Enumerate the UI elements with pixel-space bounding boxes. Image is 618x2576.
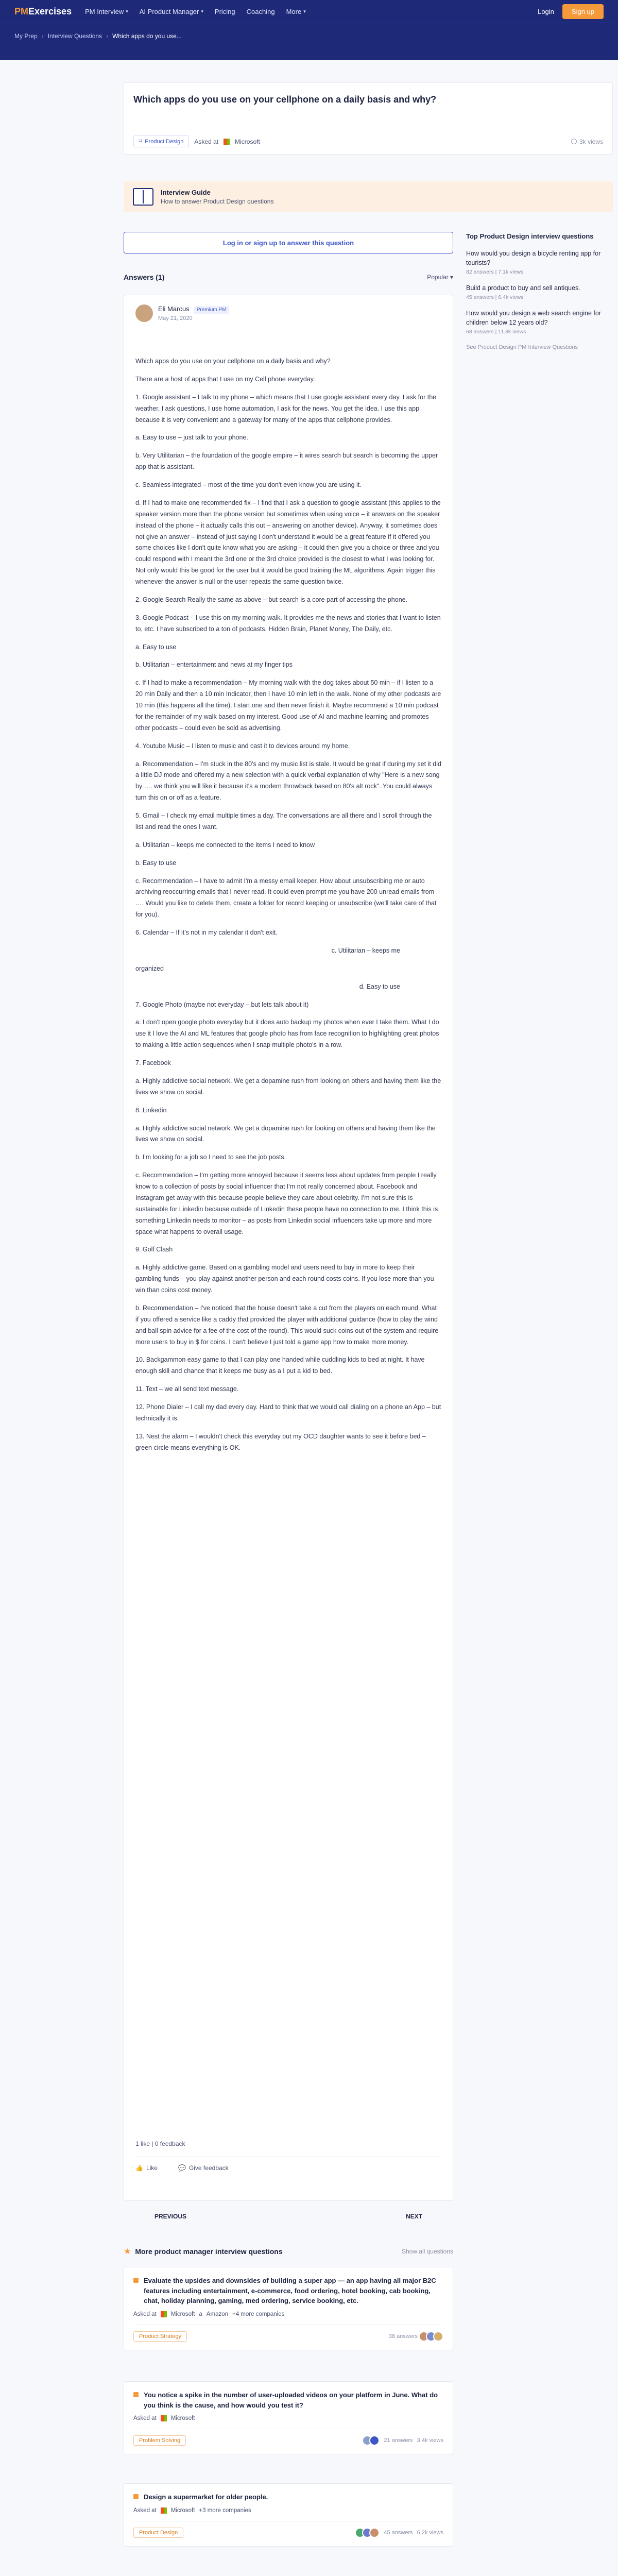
question-card (124, 82, 613, 155)
answer-paragraph: a. I don't open google photo everyday but it does auto backup my photos when ever I take them. What I do use it I love the AI and ML features that google photo has from face recognition to highlighting great photos to making a little action sequences when I snap multiple photo's in a row. (135, 1019, 439, 1049)
company-name[interactable]: Microsoft (235, 138, 260, 145)
like-button[interactable]: 👍 Like (135, 2164, 158, 2172)
question-card-title[interactable]: Evaluate the upsides and downsides of building a super app — an app having all major B2C features including entertainment, e-commerce, food ordering, hotel booking, cab booking, chat, holiday planning, gaming, med ordering, service booking, etc. (144, 2277, 436, 2304)
question-card-footer (133, 2521, 443, 2538)
pagination (124, 2213, 453, 2220)
asked-at-label: Asked at (194, 138, 219, 145)
question-card-footer (133, 2429, 443, 2446)
star-icon: ★ (124, 2247, 131, 2256)
category-tag[interactable]: Product Design (133, 2528, 183, 2538)
question-card[interactable] (124, 2267, 453, 2350)
show-all-link[interactable]: Show all questions (401, 2248, 453, 2255)
next-button[interactable]: NEXT (405, 2213, 422, 2220)
question-stats: 21 answers 3.4k views (365, 2435, 443, 2446)
question-card-footer (133, 2325, 443, 2342)
microsoft-logo-icon (161, 2415, 167, 2421)
answer-paragraph: 8. Linkedin (135, 1106, 167, 1114)
more-companies[interactable]: +3 more companies (199, 2507, 251, 2514)
breadcrumb-my-prep[interactable]: My Prep (14, 32, 38, 40)
answer-paragraph: 9. Golf Clash (135, 1246, 173, 1253)
answers-header (124, 273, 453, 281)
answer-paragraph: d. Easy to use (359, 982, 400, 990)
chevron-down-icon: ▾ (450, 274, 453, 281)
asked-at-label: Asked at (133, 2507, 157, 2514)
answer-paragraph: b. I'm looking for a job so I need to see the job posts. (135, 1154, 286, 1161)
answerer-avatars (365, 2435, 380, 2446)
login-to-answer-button[interactable]: Log in or sign up to answer this question (124, 232, 453, 253)
author-name[interactable]: Eli Marcus (158, 305, 190, 313)
asked-at-label: Asked at (133, 2415, 157, 2421)
answer-paragraph: 10. Backgammon easy game to that I can play one handed while cuddling kids to bed at night. It have enough skill and chance that it keeps me busy as a I put a kid to bed. (135, 1356, 425, 1375)
question-bullet-icon (133, 2392, 139, 2397)
answer-paragraph: Which apps do you use on your cellphone on a daily basis and why? (135, 358, 331, 365)
answerer-avatars (422, 2331, 443, 2342)
answer-paragraph: d. If I had to make one recommended fix – I find that I ask a question to google assistant (this applies to the speaker version more than the phone version but sometimes when using voice – it answers on the speaker instead of the phone – it actually calls this out – answering on another device). Anyway, it sometimes does not give an answer – instead of just saying I don't understand it would be a great feature if it offered you some choices like I don't quite know what you are asking – it could then give you a choice or three and you could respond with I meant the 3rd one or the 3rd choice provided is the closest to what I was looking for. Not only would this be good for the user but it would be good training the ML algorithms. Again trigger this whenever the answer is null or the user repeats the same question twice. (135, 499, 441, 585)
sidebar-question-meta: 45 answers | 6.4k views (466, 294, 524, 301)
answerer-avatars (358, 2528, 380, 2538)
top-nav (0, 0, 618, 23)
sidebar (466, 232, 613, 352)
answer-paragraph: a. Easy to use – just talk to your phone. (135, 434, 248, 442)
answer-paragraph: a. Highly addictive social network. We get a dopamine rush from looking on others and having them like the lives we show on social. (135, 1077, 441, 1096)
sidebar-question-title[interactable]: Build a product to buy and sell antiques. (466, 284, 580, 292)
nav-links (85, 8, 306, 15)
more-questions-heading: More product manager interview questions (135, 2247, 283, 2256)
amazon-logo-icon: a (199, 2311, 202, 2317)
answer-paragraph: a. Recommendation – I'm stuck in the 80's and my music list is stale. It would be great if during my set it did a little DJ mode and offered my a new selection with a quick verbal explanation of why "Here is a new song by …. we think you will like it because it's a modern throwback based on 80's alt rock". You could always turn this on or off as a feature. (135, 760, 441, 802)
answers-heading: Answers (1) (124, 273, 165, 281)
answer-paragraph: 1. Google assistant – I talk to my phone – which means that I use google assistant every day. I ask for the weather, I ask questions, I use home automation, I ask for the news. You get the idea. I use this app because it is very convenient and a gateway for many of the apps that cellphone provides. (135, 393, 437, 423)
nav-auth (538, 4, 604, 19)
more-companies[interactable]: +4 more companies (232, 2311, 285, 2317)
avatar[interactable] (135, 304, 153, 322)
answer-paragraph: b. Easy to use (135, 859, 177, 867)
nav-coaching[interactable]: Coaching (246, 7, 275, 15)
nav-pm-interview[interactable]: PM Interview ▾ (85, 7, 128, 15)
answer-body (135, 356, 441, 1454)
tag-icon: ⌗ (139, 138, 143, 144)
answer-card (124, 295, 453, 2201)
category-tag[interactable]: Product Strategy (133, 2331, 187, 2342)
answer-paragraph: a. Easy to use (135, 643, 177, 651)
sidebar-question-meta: 82 answers | 7.1k views (466, 269, 524, 276)
answer-date: May 21, 2020 (158, 315, 193, 321)
sidebar-question-meta: 68 answers | 11.8k views (466, 329, 526, 335)
sidebar-question-title[interactable]: How would you design a web search engine for children below 12 years old? (466, 310, 601, 327)
eye-icon (571, 139, 577, 144)
category-tag[interactable]: Problem Solving (133, 2435, 186, 2446)
sidebar-question[interactable] (466, 249, 613, 275)
answer-paragraph: 4. Youtube Music – I listen to music and cast it to devices around my home. (135, 742, 350, 750)
company-name[interactable]: Amazon (206, 2311, 228, 2317)
answer-paragraph: c. Seamless integrated – most of the time you don't even know you are using it. (135, 481, 362, 488)
answer-paragraph: 2. Google Search Really the same as above – but search is a core part of accessing the phone. (135, 596, 408, 603)
breadcrumb-interview-questions[interactable]: Interview Questions (47, 32, 102, 40)
answer-paragraph: c. Recommendation – I have to admit I'm a messy email keeper. How about unsubscribing me or auto archiving reoccurring emails that I never read. It could even prompt me you have 200 unread emails from …. Would you like to delete them, create a folder for record keeping or unsubscribe (we'll take care of that for you). (135, 877, 437, 919)
asked-at-row (133, 2507, 443, 2514)
sort-dropdown[interactable]: Popular ▾ (427, 274, 453, 281)
guide-title: Interview Guide (161, 189, 211, 196)
question-title: Which apps do you use on your cellphone on a daily basis and why? (133, 94, 437, 105)
answer-paragraph: b. Recommendation – I've noticed that the house doesn't take a cut from the players on each round. What if you offered a service like a caddy that provided the player with additional guidance (how to play the wind and ball spin advice for a fee of the cost of the round). This would suck coins out of the system and require more users to buy in $ for coins. I can't believe I just told a game app how to make more money. (135, 1304, 439, 1346)
sidebar-question[interactable] (466, 309, 613, 335)
answer-paragraph: a. Highly addictive game. Based on a gambling model and users need to buy in more to keep their gambling funds – you play against another person and each round costs coins. If you lose more than you win than coins cost money. (135, 1264, 434, 1294)
interview-guide-banner[interactable] (124, 181, 613, 212)
breadcrumb-separator: › (106, 32, 109, 40)
nav-pricing[interactable]: Pricing (214, 7, 235, 15)
question-card[interactable] (124, 2483, 453, 2547)
signup-button[interactable]: Sign up (562, 4, 604, 19)
views-count: 3k views (571, 138, 603, 145)
question-meta (133, 135, 603, 147)
answer-paragraph: 11. Text – we all send text message. (135, 1385, 239, 1393)
answer-paragraph: c. Utilitarian – keeps me (331, 946, 400, 954)
sidebar-question[interactable] (466, 283, 613, 300)
category-tag[interactable]: ⌗ Product Design (133, 135, 189, 147)
see-all-link[interactable]: See Product Design PM Interview Questions (466, 344, 578, 351)
answer-paragraph: 3. Google Podcast – I use this on my morning walk. It provides me the news and stories that I want to listen to, etc. I have subscribed to a ton of podcasts. Hidden Brain, Planet Money, The Daily, etc. (135, 614, 441, 633)
likes-count: 1 like | 0 feedback (135, 2140, 185, 2147)
more-questions-header (124, 2246, 453, 2257)
chevron-down-icon: ▾ (303, 8, 306, 14)
asked-at-row (133, 2311, 443, 2317)
answer-paragraph: There are a host of apps that I use on my Cell phone everyday. (135, 375, 315, 383)
book-icon (133, 188, 153, 206)
breadcrumb (14, 32, 604, 40)
question-card-title[interactable]: You notice a spike in the number of user-uploaded videos on your platform in June. What do you think is the cause, and how would you test it? (144, 2391, 438, 2409)
sidebar-question-title[interactable]: How would you design a bicycle renting app for tourists? (466, 249, 601, 266)
question-bullet-icon (133, 2278, 139, 2283)
answer-paragraph: 6. Calendar – If it's not in my calendar it don't exit. (135, 929, 278, 936)
question-bullet-icon (133, 2494, 139, 2499)
breadcrumb-current: Which apps do you use... (112, 32, 182, 40)
nav-ai-pm[interactable]: AI Product Manager ▾ (139, 7, 203, 15)
microsoft-logo-icon (224, 139, 230, 145)
answer-paragraph: c. If I had to make a recommendation – My morning walk with the dog takes about 50 min – if I listen to a 20 min Daily and then a 10 min Indicator, then I have 10 min left in the walk. None of my other podcasts are 10 min (this happens all the time). I start one and then never finish it. Maybe recommend a 10 min podcast for the remainder of my walk based on my interest. Good use of AI and machine learning and promotes other podcasts – could even be sold as advertising. (135, 679, 441, 732)
chevron-down-icon: ▾ (201, 8, 203, 14)
answer-paragraph: b. Utilitarian – entertainment and news at my finger tips (135, 661, 293, 669)
answer-paragraph: c. Recommendation – I'm getting more annoyed because it seems less about updates from people I really know to a collection of posts by social influencer that I'm not really concerned about. Facebook and Instagram get away with this because people believe they care about celebrity. I'm not sure this is sustainable for Linkedin because outside of Linkedin these people have no connection to me. I think this is something Linkedin needs to monitor – as posts from Linkedin social influencers take up more and more space what happens to overall usage. (135, 1172, 438, 1235)
answer-paragraph: b. Very Utilitarian – the foundation of the google empire – it wires search but search is becoming the upper app that is assistant. (135, 452, 438, 471)
answer-paragraph: 7. Facebook (135, 1059, 171, 1066)
question-stats: 38 answers (389, 2331, 443, 2342)
breadcrumb-separator: › (41, 32, 44, 40)
question-card[interactable] (124, 2381, 453, 2454)
nav-more[interactable]: More ▾ (286, 7, 306, 15)
login-button[interactable]: Login (538, 7, 554, 15)
chevron-down-icon: ▾ (126, 8, 128, 14)
give-feedback-button[interactable]: 💬 Give feedback (178, 2164, 229, 2172)
company-name[interactable]: Microsoft (170, 2415, 195, 2421)
microsoft-logo-icon (161, 2507, 167, 2514)
answer-actions (135, 2157, 441, 2172)
answer-paragraph: a. Utilitarian – keeps me connected to the items I need to know (135, 841, 315, 849)
more-questions (124, 2246, 453, 2536)
microsoft-logo-icon (161, 2311, 167, 2317)
thumbs-up-icon: 👍 (135, 2164, 143, 2172)
breadcrumb-bar (0, 23, 618, 60)
answer-author (135, 304, 441, 322)
answer-paragraph: 7. Google Photo (maybe not everyday – but lets talk about it) (135, 1001, 309, 1008)
previous-button[interactable]: PREVIOUS (154, 2213, 187, 2220)
answer-paragraph: 12. Phone Dialer – I call my dad every day. Hard to think that we would call dialing on a phone an App – but technically it is. (135, 1403, 441, 1422)
premium-badge: Premium PM (194, 306, 230, 314)
company-name[interactable]: Microsoft (170, 2507, 195, 2514)
answer-paragraph: organized (135, 964, 164, 972)
company-name[interactable]: Microsoft (170, 2311, 195, 2317)
guide-subtitle[interactable]: How to answer Product Design questions (161, 198, 274, 205)
question-stats: 45 answers 6.2k views (358, 2528, 443, 2538)
comment-icon: 💬 (178, 2164, 186, 2172)
asked-at-label: Asked at (133, 2311, 157, 2317)
answer-paragraph: 5. Gmail – I check my email multiple times a day. The conversations are all there and I scroll through the list and read the ones I want. (135, 812, 432, 831)
answer-paragraph: a. Highly addictive social network. We get a dopamine rush for looking on others and having them like the lives we show on social. (135, 1124, 436, 1143)
logo[interactable]: PMExercises (14, 6, 72, 16)
answer-footer (135, 2140, 441, 2172)
question-card-title[interactable]: Design a supermarket for older people. (144, 2493, 268, 2501)
asked-at-row (133, 2415, 443, 2421)
answer-paragraph: 13. Nest the alarm – I wouldn't check this everyday but my OCD daughter wants to see it before bed – green circle means everything is OK. (135, 1432, 426, 1451)
sidebar-heading: Top Product Design interview questions (466, 232, 594, 240)
